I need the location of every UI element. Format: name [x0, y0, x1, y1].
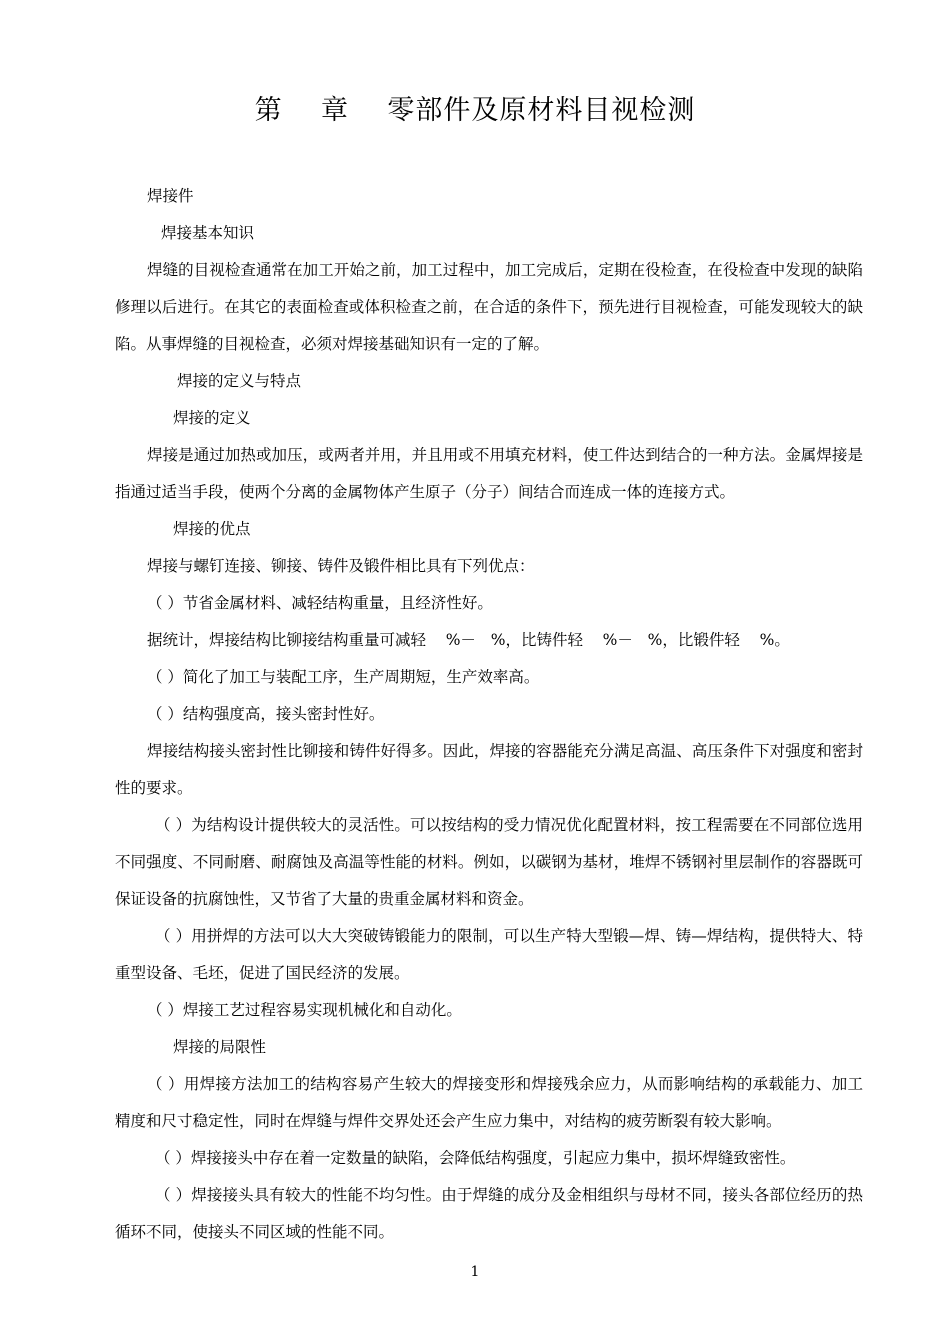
section-heading: 焊接件 — [147, 187, 194, 205]
list-item: （ ）结构强度高，接头密封性好。 — [147, 705, 385, 723]
list-item: （ ）焊接接头具有较大的性能不均匀性。由于焊缝的成分及金相组织与母材不同，接头各部位经历的热循环不同，使接头不同区域的性能不同。 — [115, 1186, 863, 1241]
paragraph: 据统计，焊接结构比铆接结构重量可减轻 %－ %，比铸件轻 %－ %，比锻件轻 %。 — [147, 631, 790, 649]
document-body — [115, 178, 863, 1251]
subsection-heading: 焊接基本知识 — [161, 224, 255, 242]
subtopic-heading: 焊接的定义 — [173, 409, 251, 427]
subtopic-heading: 焊接的优点 — [173, 520, 251, 538]
list-item: （ ）用拼焊的方法可以大大突破铸锻能力的限制，可以生产特大型锻—焊、铸—焊结构，提供特大、特重型设备、毛坯，促进了国民经济的发展。 — [115, 927, 863, 982]
list-item: （ ）节省金属材料、减轻结构重量，且经济性好。 — [147, 594, 493, 612]
list-item: （ ）焊接接头中存在着一定数量的缺陷，会降低结构强度，引起应力集中，损坏焊缝致密性。 — [155, 1149, 796, 1167]
page-number: 1 — [470, 1264, 480, 1280]
subtopic-heading: 焊接的局限性 — [173, 1038, 267, 1056]
paragraph: 焊接是通过加热或加压，或两者并用，并且用或不用填充材料，使工件达到结合的一种方法。金属焊接是指通过适当手段，使两个分离的金属物体产生原子（分子）间结合而连成一体的连接方式。 — [115, 446, 863, 501]
list-item: （ ）焊接工艺过程容易实现机械化和自动化。 — [147, 1001, 462, 1019]
list-item: （ ）为结构设计提供较大的灵活性。可以按结构的受力情况优化配置材料，按工程需要在不同部位选用不同强度、不同耐磨、耐腐蚀及高温等性能的材料。例如，以碳钢为基材，堆焊不锈钢衬里层制作的容器既可保证设备的抗腐蚀性，又节省了大量的贵重金属材料和资金。 — [115, 816, 863, 908]
list-item: （ ）用焊接方法加工的结构容易产生较大的焊接变形和焊接残余应力，从而影响结构的承载能力、加工精度和尺寸稳定性，同时在焊缝与焊件交界处还会产生应力集中，对结构的疲劳断裂有较大影响。 — [115, 1075, 863, 1130]
paragraph: 焊接结构接头密封性比铆接和铸件好得多。因此，焊接的容器能充分满足高温、高压条件下对强度和密封性的要求。 — [115, 742, 863, 797]
paragraph: 焊缝的目视检查通常在加工开始之前，加工过程中，加工完成后，定期在役检查，在役检查中发现的缺陷修理以后进行。在其它的表面检查或体积检查之前，在合适的条件下，预先进行目视检查，可能发现较大的缺陷。从事焊缝的目视检查，必须对焊接基础知识有一定的了解。 — [115, 261, 863, 353]
topic-heading: 焊接的定义与特点 — [177, 372, 302, 390]
list-item: （ ）简化了加工与装配工序，生产周期短，生产效率高。 — [147, 668, 540, 686]
paragraph: 焊接与螺钉连接、铆接、铸件及锻件相比具有下列优点： — [147, 557, 535, 575]
chapter-title: 第 章 零部件及原材料目视检测 — [254, 95, 696, 126]
